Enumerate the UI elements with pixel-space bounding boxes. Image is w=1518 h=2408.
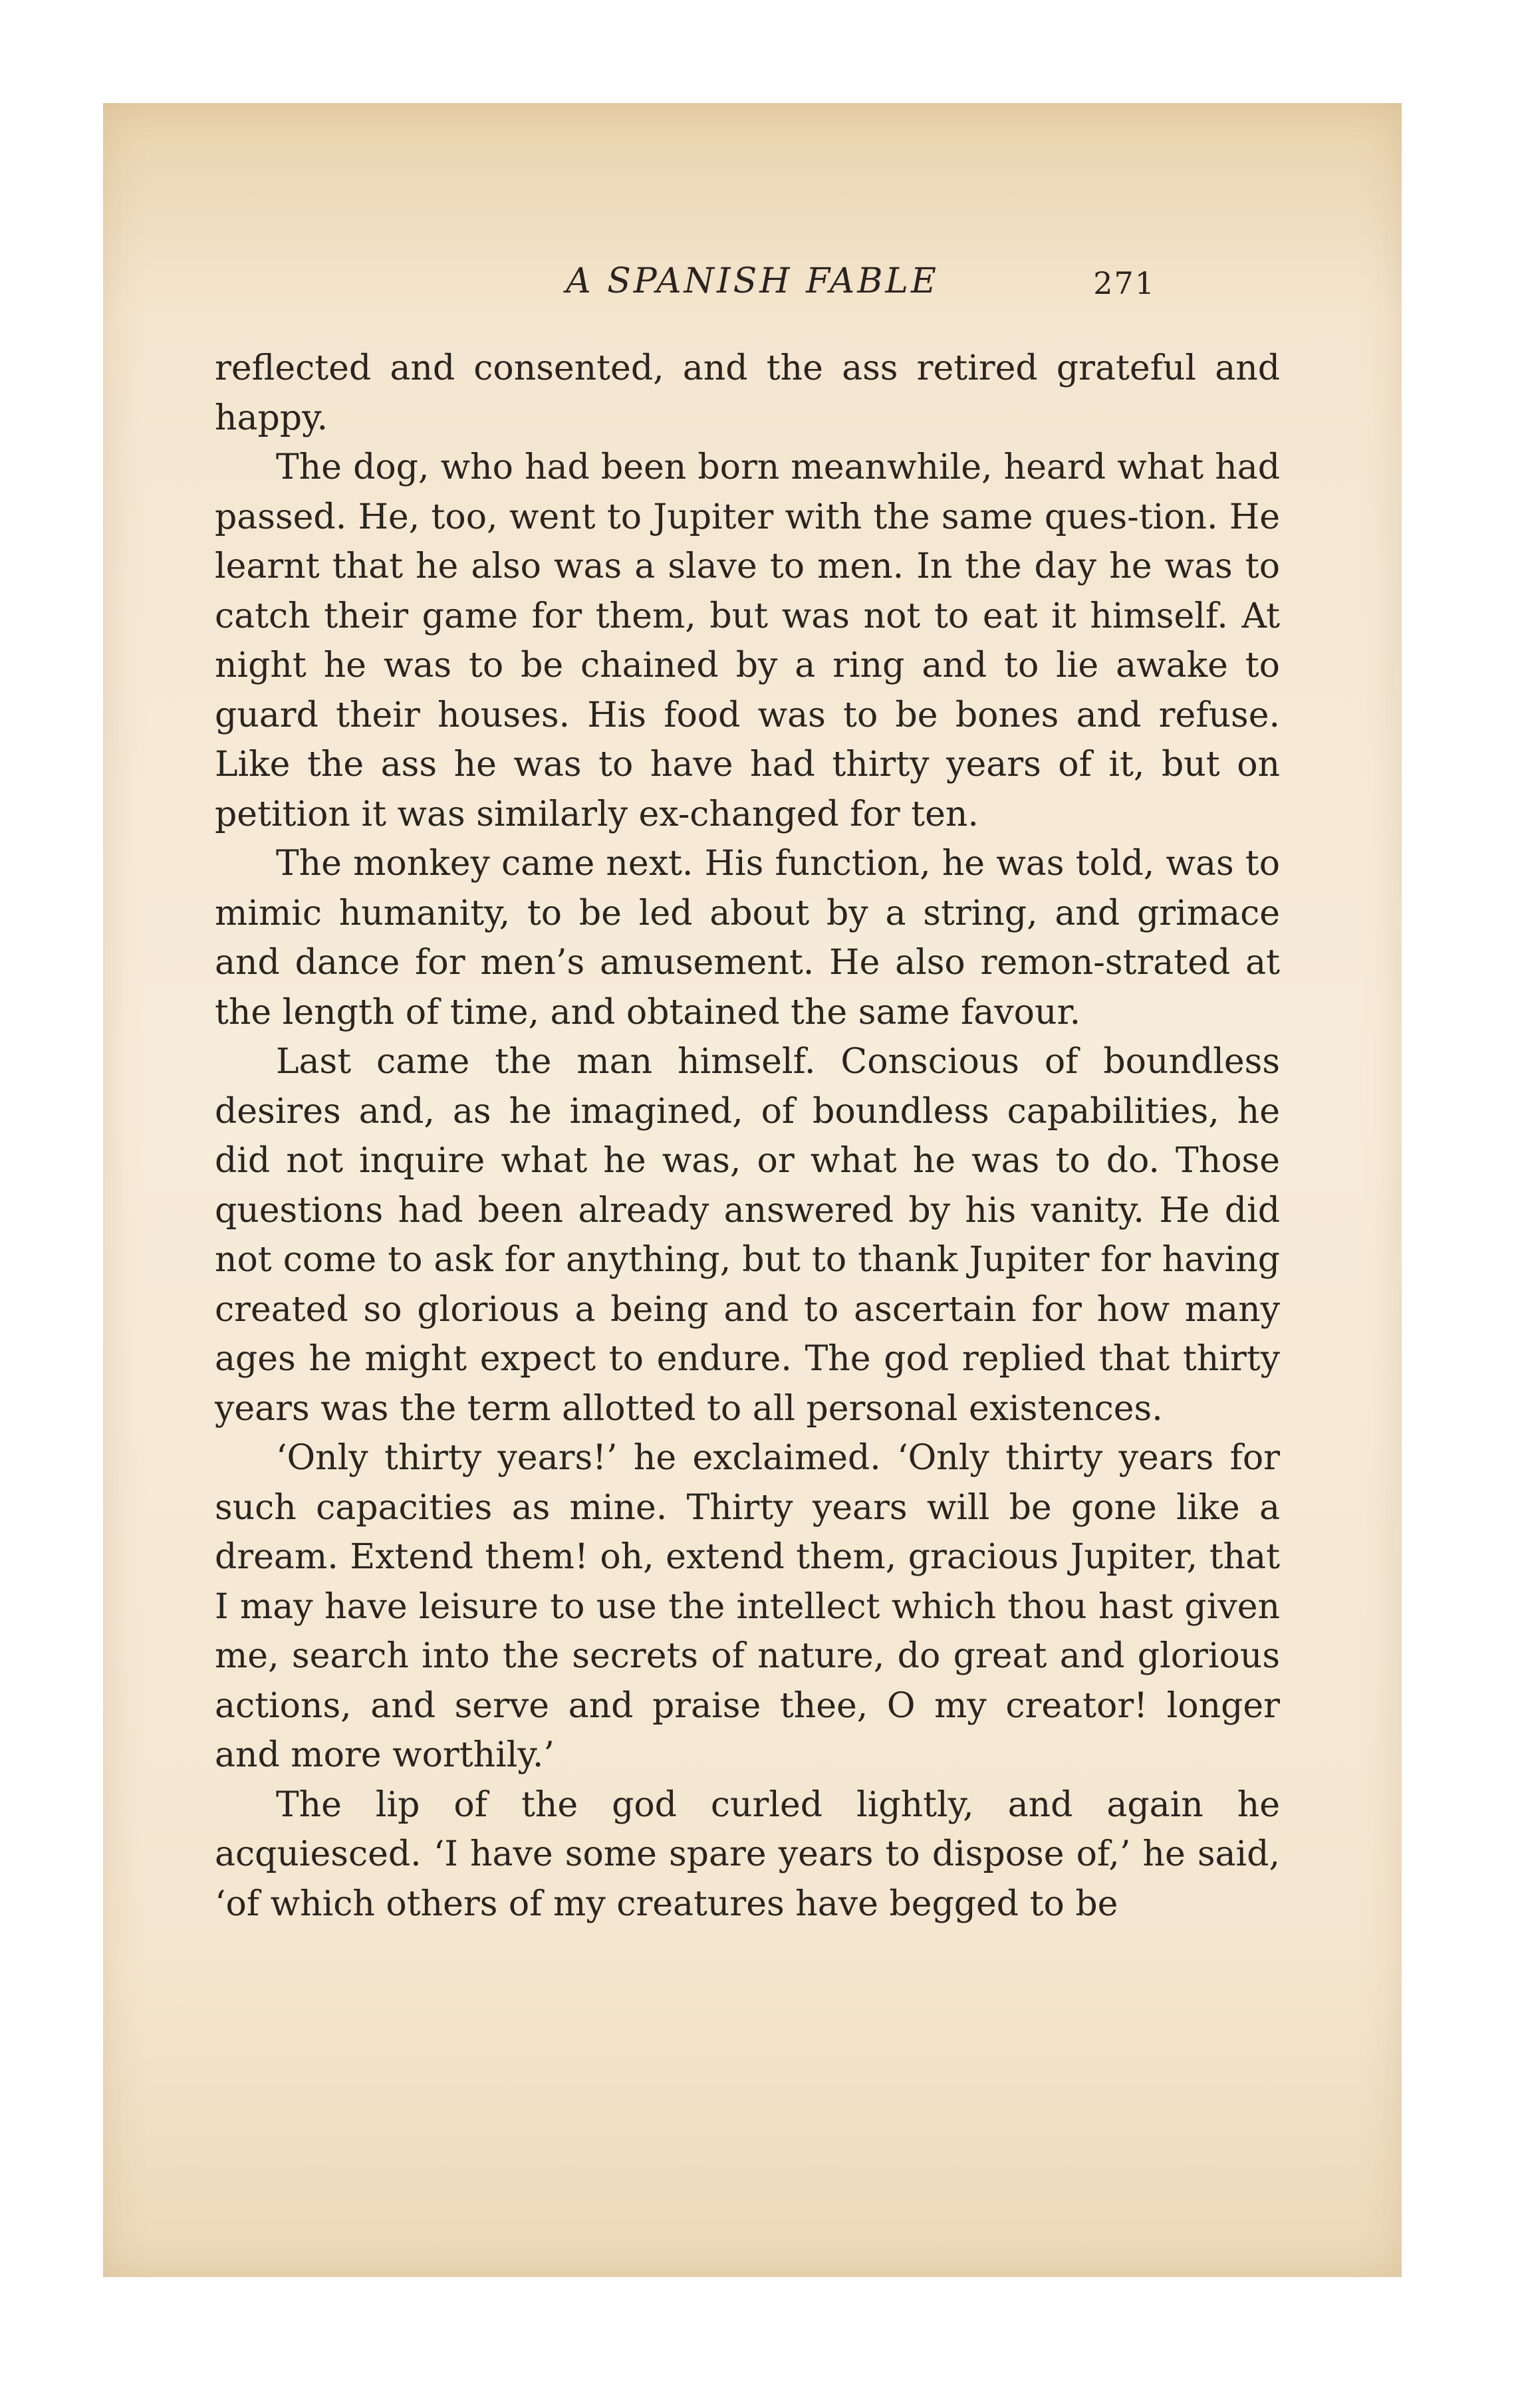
paragraph-continued: reflected and consented, and the ass retired grateful and happy. [215,348,1280,438]
paragraph-god-reply: The lip of the god curled lightly, and again he acquiesced. ‘I have some spare years to dispose of,’ he said, ‘of which others of my creatures have begged to be [215,1784,1280,1924]
paragraph-dog: The dog, who had been born meanwhile, heard what had passed. He, too, went to Jupiter with the same ques-tion. He learnt that he also was a slave to men. In the day he was to catch their game for them, but was not to eat it himself. At night he was to be chained by a ring and to lie awake to guard their houses. His food was to be bones and refuse. Like the ass he was to have had thirty years of it, but on petition it was similarly ex-changed for ten. [215,447,1280,834]
running-title: A SPANISH FABLE [566,261,939,301]
paragraph-man-speech: ‘Only thirty years!’ he exclaimed. ‘Only thirty years for such capacities as mine. Thirty years will be gone like a dream. Extend them! oh, extend them, gracious Jupiter, that I may have leisure to use the intellect which thou hast given me, search into the secrets of nature, do great and glorious actions, and serve and praise thee, O my creator! longer and more worthily.’ [215,1438,1280,1775]
page-header [103,261,1402,314]
paragraph-monkey: The monkey came next. His function, he was told, was to mimic humanity, to be led about by a string, and grimace and dance for men’s amusement. He also remon-strated at the length of time, and obtained the same favour. [215,844,1280,1032]
body-text [215,344,1280,1929]
page-number: 271 [1093,265,1156,301]
paragraph-man: Last came the man himself. Conscious of boundless desires and, as he imagined, of boundless capabilities, he did not inquire what he was, or what he was to do. Those questions had been already answered by his vanity. He did not come to ask for anything, but to thank Jupiter for having created so glorious a being and to ascertain for how many ages he might expect to endure. The god replied that thirty years was the term allotted to all personal existences. [215,1042,1280,1429]
book-page [103,103,1402,2277]
